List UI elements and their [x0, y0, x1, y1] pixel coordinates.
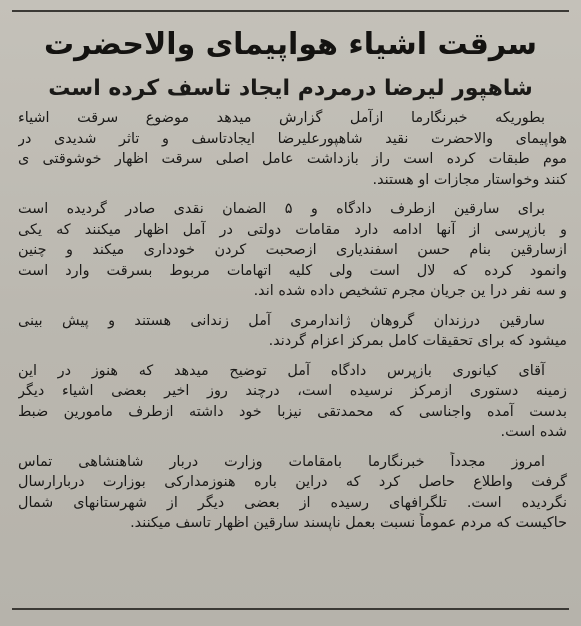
text-line: گرفت واطلاع حاصل کرد که دراین باره هنوزمدارکی بوزارت دربارارسال: [18, 474, 567, 490]
text-line: بدست آمده واجناسی که محمدتقی نیزبا خود داشته ازطرف مامورین ضبط: [18, 403, 567, 420]
text-line: و بازپرسی از آنها ادامه دارد مقامات دولتی در آمل اظهار میکنند که یکی: [18, 221, 567, 238]
text-line: سارقین درزندان گروهان ژاندارمری آمل زندانی هستند و پیش بینی: [18, 312, 545, 329]
paragraph: [18, 452, 567, 534]
text-line: شده است.: [500, 424, 567, 440]
top-rule: [12, 10, 569, 12]
paragraph: [18, 311, 567, 352]
text-line: حاکیست که مردم عموماً نسبت بعمل ناپسند سارقین اظهار تاسف میکنند.: [130, 515, 567, 531]
text-line: کنند وخواستار مجازات او هستند.: [372, 171, 567, 188]
text-line: امروز مجدداً خبرنگارما بامقامات وزارت دربار شاهنشاهی تماس: [18, 453, 545, 470]
paragraph: [18, 108, 567, 190]
text-line: بطوریکه خبرنگارما ازآمل گزارش میدهد موضوع سرقت اشیاء: [18, 110, 545, 126]
text-line: آقای کیانوری بازپرس دادگاه آمل توضیح میدهد که هنوز در این: [18, 362, 545, 379]
paragraph: [18, 199, 567, 302]
text-line: نگردیده است. تلگرافهای رسیده از بعضی دیگر از شهرستانهای شمال: [18, 494, 567, 511]
text-line: زمینه دستوری ازمرکز نرسیده است، درچند روز اخیر بعضی اشیاء دیگر: [18, 383, 567, 399]
subheadline: شاهپور لیرضا درمردم ایجاد تاسف کرده است: [48, 76, 533, 101]
bottom-rule: [12, 608, 569, 610]
text-line: و سه نفر درا ین جریان مجرم تشخیص داده شده اند.: [253, 283, 567, 299]
paragraph: [18, 361, 567, 443]
text-line: موم طبقات کرده است راز بازداشت عامل اصلی سرقت اظهار خوشوقتی ی: [18, 151, 567, 167]
text-line: ازسارقین بنام حسن اسفندیاری ازصحبت کردن خودداری میکند و چنین: [18, 242, 567, 258]
text-line: برای سارقین ازطرف دادگاه و ۵ الضمان نقدی صادر گردیده است: [18, 201, 545, 217]
text-line: هواپیمای والاحضرت نقید شاهپورعلیرضا ایجادتاسف و تاثر شدیدی در: [18, 130, 567, 147]
article-body: [18, 108, 567, 608]
headline: سرقت اشیاء هواپیمای والاحضرت: [43, 27, 538, 62]
text-line: میشود که برای تحقیقات کامل بمرکز اعزام گردند.: [268, 333, 567, 349]
text-line: وانمود کرده که لال است ولی کلیه اتهامات مربوط بسرقت وارد است: [18, 262, 567, 279]
